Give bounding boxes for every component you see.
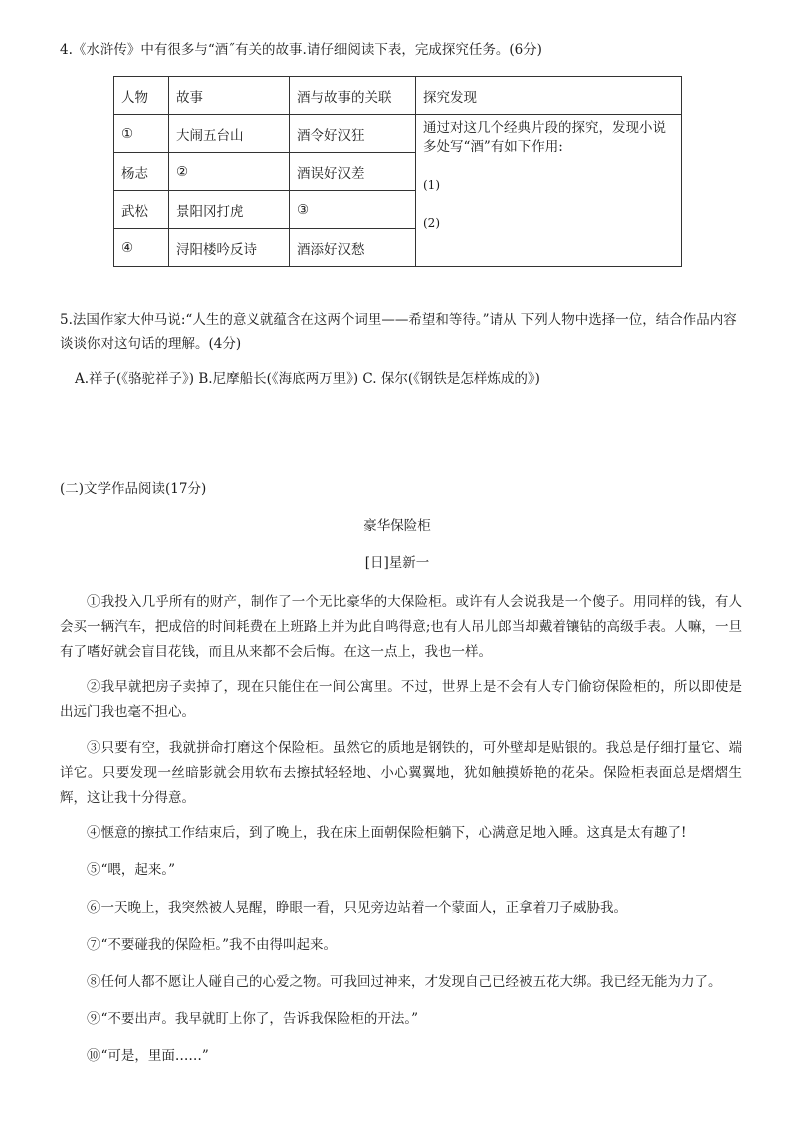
- table-cell: 浔阳楼吟反诗: [169, 229, 290, 267]
- paragraph: ⑤“喂，起来。”: [87, 862, 176, 878]
- table-cell: 武松: [114, 191, 169, 229]
- table-cell: 酒添好汉愁: [290, 229, 416, 267]
- paragraph: ④惬意的擦拭工作结束后，到了晚上，我在床上面朝保险柜躺下，心满意足地入睡。这真是太有趣了!: [87, 825, 687, 841]
- table-cell: ②: [169, 153, 290, 191]
- article-author: [日]星新一: [364, 555, 430, 571]
- table-cell: ③: [290, 191, 416, 229]
- paragraph: ⑨“不要出声。我早就盯上你了，告诉我保险柜的开法。”: [87, 1011, 419, 1027]
- section-heading: (二)文学作品阅读(17分): [60, 481, 207, 497]
- table-cell: 酒误好汉差: [290, 153, 416, 191]
- table-cell: ①: [114, 115, 169, 153]
- paragraph: ⑧任何人都不愿让人碰自己的心爱之物。可我回过神来，才发现自己已经被五花大绑。我已经无能为力了。: [87, 974, 722, 990]
- finding-item-2: (2): [423, 216, 440, 230]
- table-cell: 杨志: [114, 153, 169, 191]
- header-cell: 人物: [114, 77, 169, 115]
- finding-item-1: (1): [423, 178, 440, 192]
- table-row: [114, 115, 682, 153]
- paragraph: ⑥一天晚上，我突然被人晃醒，睁眼一看，只见旁边站着一个蒙面人，正拿着刀子威胁我。: [87, 900, 627, 916]
- table-cell: 酒令好汉狂: [290, 115, 416, 153]
- article-title: 豪华保险柜: [363, 518, 431, 534]
- table-cell: ④: [114, 229, 169, 267]
- paragraph: ⑩“可是，里面……”: [87, 1048, 209, 1064]
- table-header-row: [114, 77, 682, 115]
- question-4-stem: 4.《水浒传》中有很多与“酒˝有关的故事.请仔细阅读下表，完成探究任务。(6分): [60, 42, 542, 58]
- question-5-stem: 5.法国作家大仲马说:“人生的意义就蕴含在这两个词里——希望和等待。”请从 下列人物中选择一位，结合作品内容谈谈你对这句话的理解。(4分): [60, 312, 737, 352]
- header-cell: 酒与故事的关联: [290, 77, 416, 115]
- header-cell: 故事: [169, 77, 290, 115]
- table-cell: 景阳冈打虎: [169, 191, 290, 229]
- wine-story-table: [113, 76, 682, 267]
- paragraph: ①我投入几乎所有的财产，制作了一个无比豪华的大保险柜。或许有人会说我是一个傻子。用同样的钱，有人会买一辆汽车，把成倍的时间耗费在上班路上并为此自鸣得意;也有人吊儿郎当却戴着镶钻的高级手表。人嘛，一旦有了嗜好就会盲目花钱，而且从来都不会后悔。在这一点上，我也一样。: [60, 594, 742, 660]
- header-cell: 探究发现: [416, 77, 682, 115]
- paragraph: ⑦“不要碰我的保险柜。”我不由得叫起来。: [87, 937, 338, 953]
- paragraph: ②我早就把房子卖掉了，现在只能住在一间公寓里。不过，世界上是不会有人专门偷窃保险柜的，所以即使是出远门我也毫不担心。: [60, 679, 742, 720]
- finding-intro: 通过对这几个经典片段的探究，发现小说多处写“酒”有如下作用:: [423, 120, 666, 155]
- table-cell: 大闹五台山: [169, 115, 290, 153]
- question-5-options: A.祥子(《骆驼祥子》) B.尼摩船长(《海底两万里》) C. 保尔(《钢铁是怎样炼成的》): [75, 371, 540, 387]
- paragraph: ③只要有空，我就拼命打磨这个保险柜。虽然它的质地是钢铁的，可外壁却是贴银的。我总是仔细打量它、端详它。只要发现一丝暗影就会用软布去擦拭轻轻地、小心翼翼地，犹如触摸娇艳的花朵。保险柜表面总是熠熠生辉，这让我十分得意。: [60, 740, 742, 806]
- finding-cell: [416, 115, 682, 267]
